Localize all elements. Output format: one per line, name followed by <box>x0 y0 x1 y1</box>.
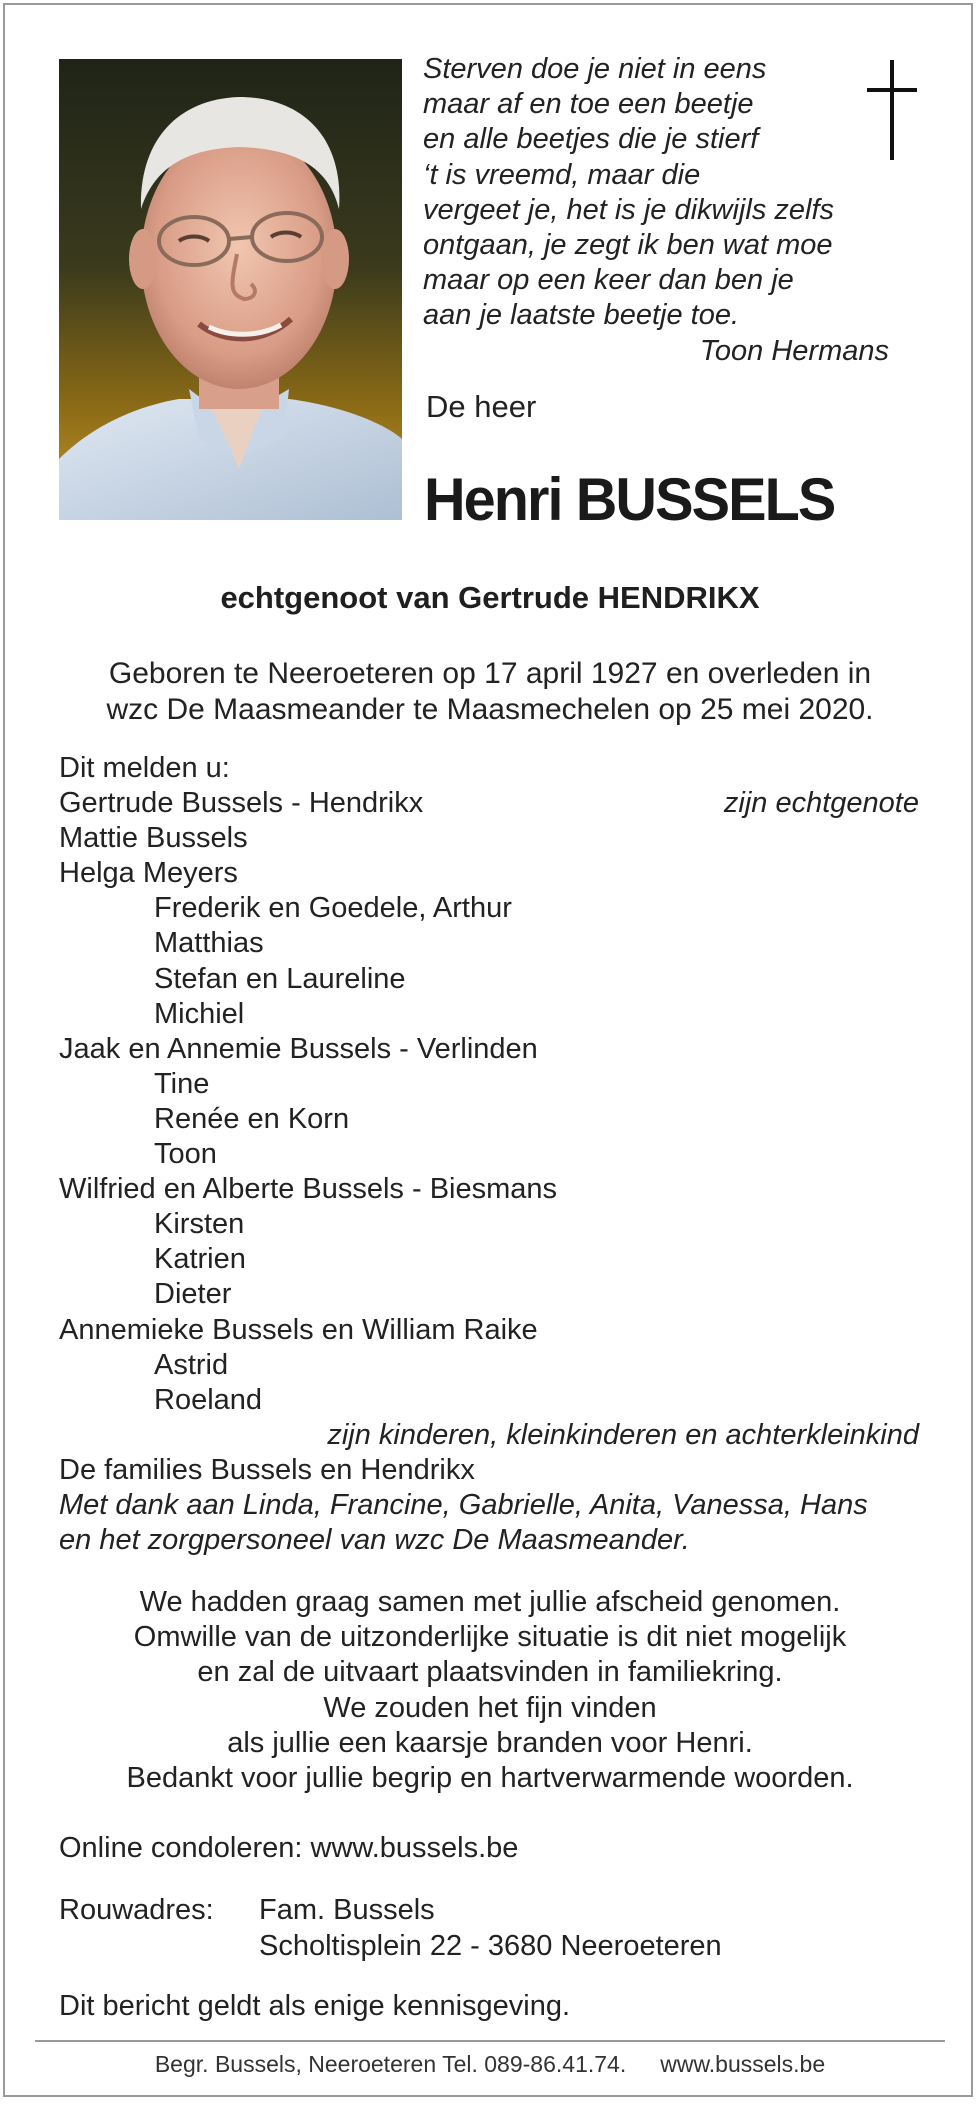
message-line: We zouden het fijn vinden <box>323 1691 657 1724</box>
list-item: Dieter <box>154 1278 232 1311</box>
spouse-line: echtgenoot van Gertrude HENDRIKX <box>220 580 760 615</box>
funeral-home: Begr. Bussels, Neeroeteren Tel. 089-86.41.74. <box>154 2051 627 2077</box>
list-item: Astrid <box>154 1348 229 1381</box>
death-line: wzc De Maasmeander te Maasmechelen op 25 mei 2020. <box>106 692 874 726</box>
message-line: Bedankt voor jullie begrip en hartverwarmende woorden. <box>126 1762 854 1795</box>
birth-line: Geboren te Neeroeteren op 17 april 1927 en overleden in <box>108 657 872 690</box>
poem <box>423 52 893 369</box>
thanks-line: en het zorgpersoneel van wzc De Maasmeander. <box>59 1524 690 1557</box>
list-item: Jaak en Annemie Bussels - Verlinden <box>59 1032 538 1065</box>
list-item: Annemieke Bussels en William Raike <box>59 1313 538 1346</box>
birth-death-text <box>0 656 980 727</box>
list-item: Toon <box>154 1138 217 1171</box>
list-item: Michiel <box>154 997 245 1030</box>
children-role: zijn kinderen, kleinkinderen en achterkleinkind <box>327 1418 919 1451</box>
address-name: Fam. Bussels <box>259 1894 435 1926</box>
poem-line: ontgaan, je zegt ik ben wat moe <box>423 229 833 262</box>
footer-divider <box>35 2040 945 2042</box>
list-item: Mattie Bussels <box>59 822 248 855</box>
footer <box>0 2051 980 2078</box>
list-item: Matthias <box>154 927 264 960</box>
list-item: Roeland <box>154 1383 263 1416</box>
online-condolence: Online condoleren: www.bussels.be <box>59 1832 519 1864</box>
message-line: als jullie een kaarsje branden voor Henri. <box>227 1726 753 1759</box>
message-line: Omwille van de uitzonderlijke situatie is dit niet mogelijk <box>133 1621 847 1654</box>
deceased-prefix: De heer <box>426 389 537 424</box>
notice-text: Dit bericht geldt als enige kennisgeving. <box>59 1990 571 2022</box>
list-item: Frederik en Goedele, Arthur <box>154 892 512 925</box>
poem-line: maar af en toe een beetje <box>423 88 754 121</box>
poem-author: Toon Hermans <box>699 334 889 367</box>
poem-line: vergeet je, het is je dikwijls zelfs <box>423 193 834 226</box>
families-line: De families Bussels en Hendrikx <box>59 1453 475 1486</box>
message-line: We hadden graag samen met jullie afscheid genomen. <box>139 1586 841 1618</box>
message-line: en zal de uitvaart plaatsvinden in familiekring. <box>197 1656 783 1689</box>
spouse-role: zijn echtgenote <box>723 787 919 820</box>
family-intro: Dit melden u: <box>59 752 230 784</box>
deceased-name: Henri BUSSELS <box>424 466 835 533</box>
cross-icon <box>862 60 922 160</box>
list-item: Tine <box>154 1067 210 1100</box>
poem-line: en alle beetjes die je stierf <box>423 123 759 156</box>
poem-line: aan je laatste beetje toe. <box>423 299 740 332</box>
list-item <box>59 786 919 821</box>
family-list <box>59 751 919 1558</box>
address-label: Rouwadres: <box>59 1894 214 1926</box>
message-block <box>0 1585 980 1796</box>
spouse-name: Gertrude Bussels - Hendrikx <box>59 787 424 820</box>
list-item: Kirsten <box>154 1208 245 1241</box>
poem-line: Sterven doe je niet in eens <box>423 53 767 85</box>
address-street: Scholtisplein 22 - 3680 Neeroeteren <box>259 1929 722 1962</box>
poem-line: ‘t is vreemd, maar die <box>423 158 701 191</box>
list-item: Wilfried en Alberte Bussels - Biesmans <box>59 1173 558 1206</box>
poem-line: maar op een keer dan ben je <box>423 264 794 297</box>
portrait-photo <box>59 59 402 520</box>
list-item: Helga Meyers <box>59 857 238 890</box>
list-item: Renée en Korn <box>154 1102 350 1135</box>
website-link[interactable]: www.bussels.be <box>660 2051 826 2077</box>
thanks-line: Met dank aan Linda, Francine, Gabrielle, Anita, Vanessa, Hans <box>59 1488 868 1521</box>
list-item: Katrien <box>154 1243 246 1276</box>
list-item: Stefan en Laureline <box>154 962 406 995</box>
